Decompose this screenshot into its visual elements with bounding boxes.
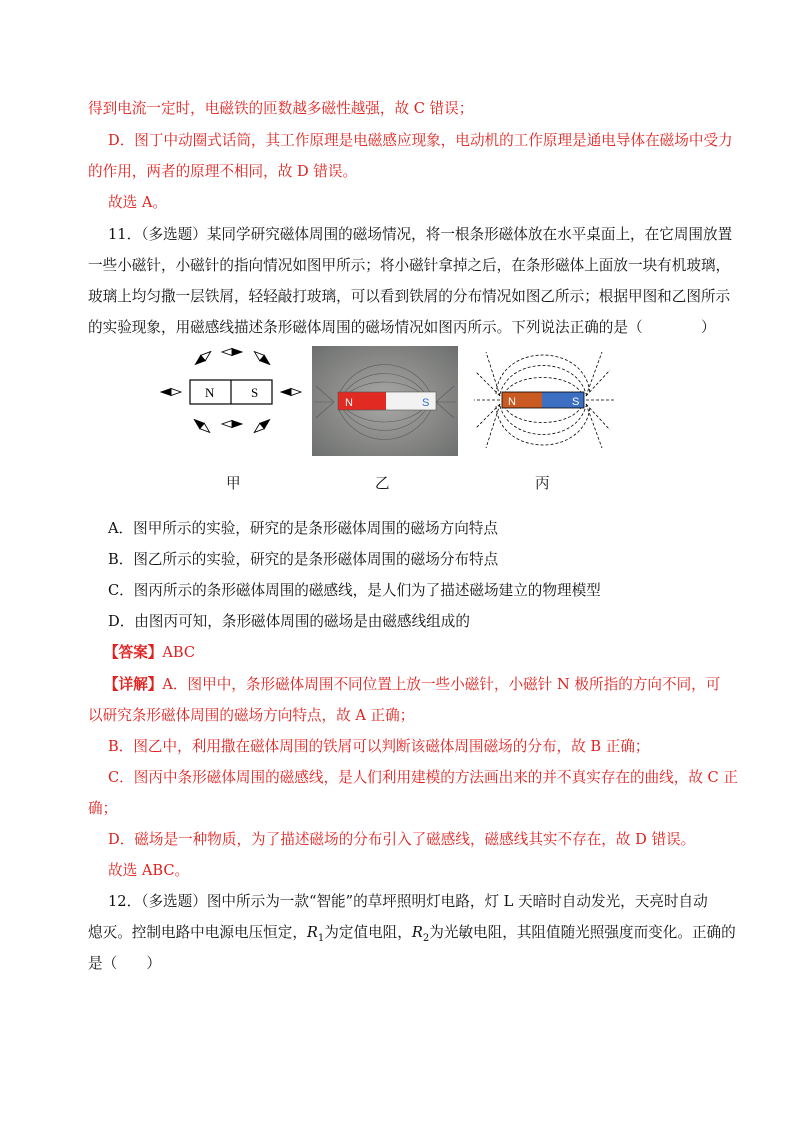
field-lines-diagram: [470, 342, 620, 458]
detail-label: 【详解】: [104, 676, 163, 693]
q12-stem-line1: 12．（多选题）图中所示为一款“智能”的草坪照明灯电路，灯 L 天暗时自动发光，天亮时自动: [108, 893, 708, 910]
q11-detail-c-line1: C．图丙中条形磁体周围的磁感线，是人们利用建模的方法画出来的并不真实存在的曲线，故 C 正: [108, 769, 738, 786]
figure-bing: [470, 342, 620, 458]
photo-s-label: S: [422, 397, 430, 409]
q12-text-a: 熄灭。控制电路中电源电压恒定，: [88, 924, 307, 941]
figure-jia: [150, 342, 310, 442]
prev-option-d-line2: 的作用，两者的原理不相同，故 D 错误。: [88, 163, 358, 180]
caption-yi: 乙: [375, 475, 390, 492]
caption-jia: 甲: [226, 475, 241, 492]
answer-label: 【答案】: [104, 644, 163, 661]
prev-option-d-line1: D．图丁中动圈式话筒，其工作原理是电磁感应现象，电动机的工作原理是通电导体在磁场中受力: [108, 132, 733, 149]
iron-filings-photo: [312, 346, 458, 456]
r1-subscript: 1: [317, 932, 325, 944]
q11-conclusion: 故选 ABC。: [108, 862, 190, 879]
prev-text-line: 得到电流一定时，电磁铁的匝数越多磁性越强，故 C 错误；: [88, 100, 474, 117]
field-n-label: N: [508, 396, 516, 408]
q11-detail-d: D．磁场是一种物质，为了描述磁场的分布引入了磁感线，磁感线其实不存在，故 D 错误。: [108, 831, 696, 848]
q11-detail-b: B．图乙中，利用撒在磁体周围的铁屑可以判断该磁体周围磁场的分布，故 B 正确；: [108, 738, 650, 755]
answer-value: ABC: [162, 644, 196, 661]
prev-conclusion: 故选 A。: [108, 194, 167, 211]
field-s-label: S: [572, 396, 580, 408]
q11-option-c: C．图丙所示的条形磁体周围的磁感线，是人们为了描述磁场建立的物理模型: [108, 582, 601, 599]
q12-text-c: 为光敏电阻，其阻值随光照强度而变化。正确的: [429, 924, 736, 941]
figure-yi: [312, 346, 458, 456]
q11-stem-line3: 玻璃上均匀撒一层铁屑，轻轻敲打玻璃，可以看到铁屑的分布情况如图乙所示；根据甲图和乙图所示: [88, 288, 731, 305]
r1-symbol: R: [306, 924, 318, 941]
q11-option-d: D．由图丙可知，条形磁体周围的磁场是由磁感线组成的: [108, 613, 470, 630]
q12-stem-line3: 是（ ）: [88, 955, 161, 972]
q11-option-b: B．图乙所示的实验，研究的是条形磁体周围的磁场分布特点: [108, 551, 499, 568]
magnet-n-label: N: [205, 385, 215, 400]
r2-symbol: R: [411, 924, 423, 941]
q11-stem-line1: 11．（多选题）某同学研究磁体周围的磁场情况，将一根条形磁体放在水平桌面上，在它周围放置: [108, 226, 733, 243]
q11-option-a: A．图甲所示的实验，研究的是条形磁体周围的磁场方向特点: [108, 520, 498, 537]
q11-stem-line4: 的实验现象，用磁感线描述条形磁体周围的磁场情况如图丙所示。下列说法正确的是（ ）: [88, 319, 716, 336]
photo-n-label: N: [345, 397, 353, 409]
q12-text-b: 为定值电阻，: [324, 924, 412, 941]
magnet-s-label: S: [251, 385, 259, 400]
q11-answer: [104, 642, 195, 664]
q12-stem-line2: [88, 922, 736, 950]
detail-a-text: A．图甲中，条形磁体周围不同位置上放一些小磁针，小磁针 N 极所指的方向不同，可: [162, 676, 721, 693]
q11-detail-a-line2: 以研究条形磁体周围的磁场方向特点，故 A 正确；: [88, 707, 415, 724]
caption-bing: 丙: [535, 475, 550, 492]
r2-subscript: 2: [422, 932, 430, 944]
compass-needle-diagram: [150, 342, 310, 442]
q11-stem-line2: 一些小磁针，小磁针的指向情况如图甲所示；将小磁针拿掉之后，在条形磁体上面放一块有机玻璃，: [88, 257, 731, 274]
q11-detail-c-line2: 确；: [88, 800, 118, 817]
q11-detail-a-line1: [104, 674, 720, 696]
